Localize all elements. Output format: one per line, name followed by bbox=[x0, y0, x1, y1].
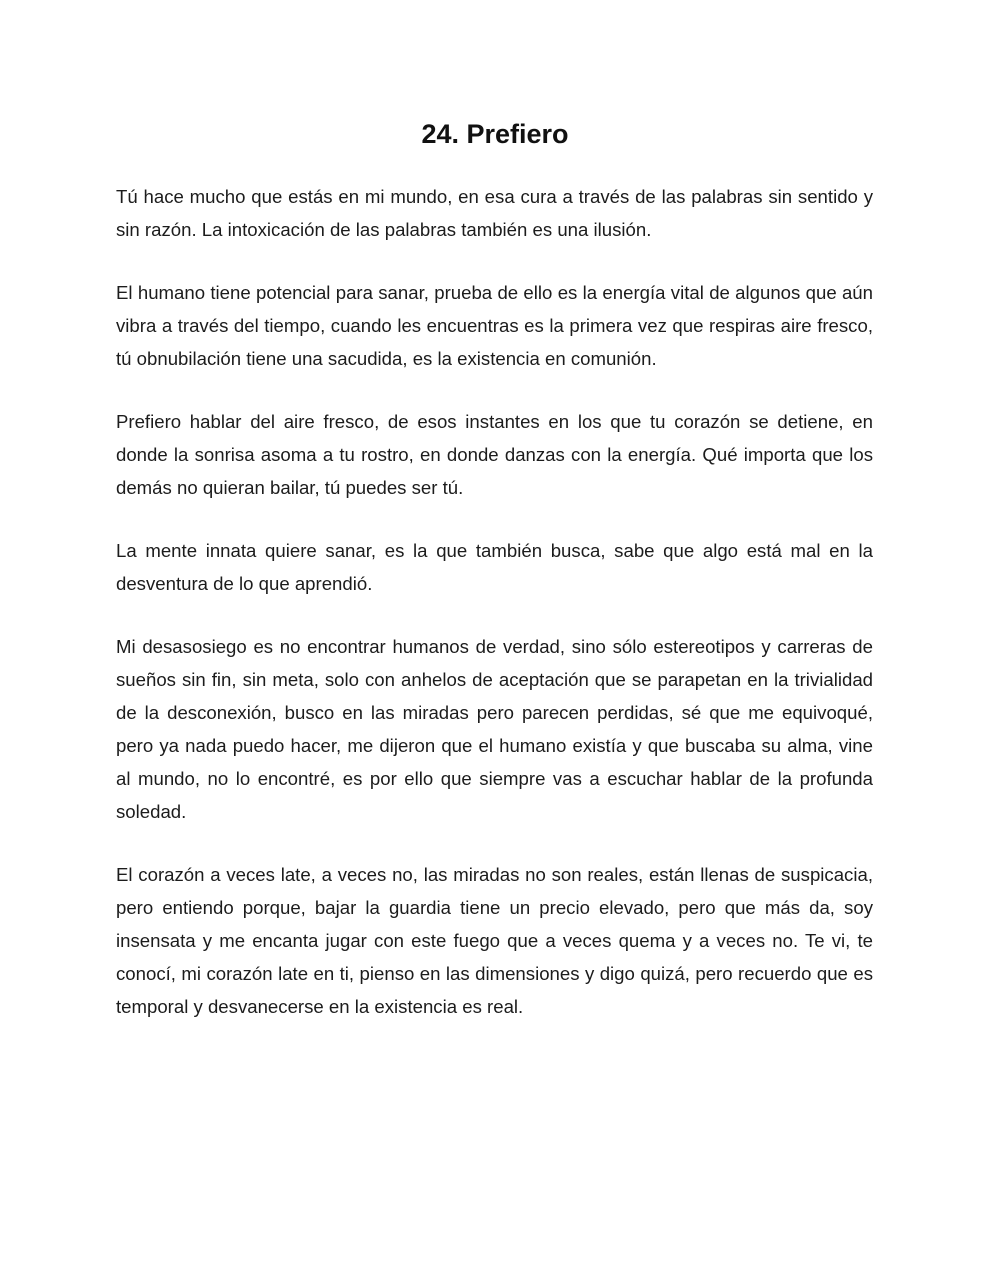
paragraph-6: El corazón a veces late, a veces no, las miradas no son reales, están llenas de suspicacia, pero entiendo porque, bajar la guardia tiene un precio elevado, pero que más da, soy insensata y me encanta jugar con este fuego que a veces quema y a veces no. Te vi, te conocí, mi corazón late en ti, pienso en las dimensiones y digo quizá, pero recuerdo que es temporal y desvanecerse en la existencia es real. bbox=[116, 864, 873, 1017]
paragraph-3: Prefiero hablar del aire fresco, de esos instantes en los que tu corazón se detiene, en donde la sonrisa asoma a tu rostro, en donde danzas con la energía. Qué importa que los demás no quieran bailar, tú puedes ser tú. bbox=[116, 411, 873, 498]
paragraph-1: Tú hace mucho que estás en mi mundo, en esa cura a través de las palabras sin sentido y sin razón. La intoxicación de las palabras también es una ilusión. bbox=[116, 186, 873, 240]
page-title: 24. Prefiero bbox=[421, 119, 569, 149]
paragraph-2: El humano tiene potencial para sanar, prueba de ello es la energía vital de algunos que aún vibra a través del tiempo, cuando les encuentras es la primera vez que respiras aire fresco, tú obnubilación tiene una sacudida, es la existencia en comunión. bbox=[116, 282, 873, 369]
paragraph-5: Mi desasosiego es no encontrar humanos de verdad, sino sólo estereotipos y carreras de sueños sin fin, sin meta, solo con anhelos de aceptación que se parapetan en la trivialidad de la desconexión, busco en las miradas pero parecen perdidas, sé que me equivoqué, pero ya nada puedo hacer, me dijeron que el humano existía y que buscaba su alma, vine al mundo, no lo encontré, es por ello que siempre vas a escuchar hablar de la profunda soledad. bbox=[116, 636, 873, 822]
paragraph-4: La mente innata quiere sanar, es la que también busca, sabe que algo está mal en la desventura de lo que aprendió. bbox=[116, 540, 873, 594]
body-text bbox=[116, 180, 873, 1053]
